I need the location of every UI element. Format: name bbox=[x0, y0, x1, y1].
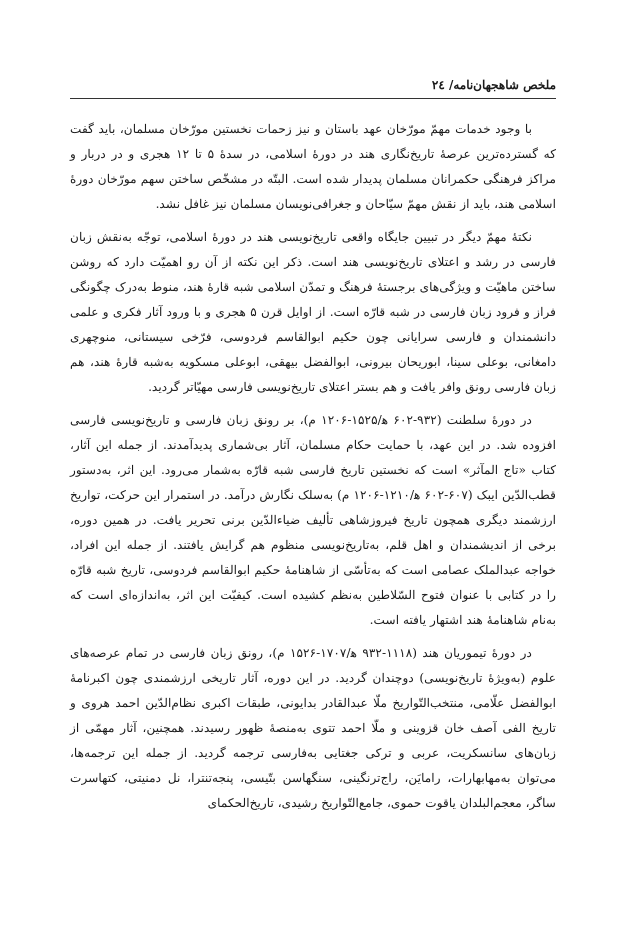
paragraph-3: در دورهٔ سلطنت (۹۳۲-۶۰۲ ه‍/۱۵۲۵-۱۲۰۶ م)، بر رونق زبان فارسی و تاریخ‌نویسی فارسی افزوده شد. در این عهد، با حمایت حکام مسلمان، آثار بی‌شماری پدیدآمدند. از جمله این آثار، کتاب «تاج المآثر» است که نخستین تاریخ فارسی شبه قارّه به‌شمار می‌رود. این اثر، به‌دستور قطب‌الدّین ایبک (۶۰۷-۶۰۲ ه‍/۱۲۱۰-۱۲۰۶ م) به‌سلک نگارش درآمد. در استمرار این حرکت، تواریخ ارزشمند دیگری همچون تاریخ فیروزشاهی تألیف ضیاءالدّین برنی تحریر یافت. در همین دوره، برخی از اندیشمندان و اهل قلم، به‌تاریخ‌نویسی منظوم هم گرایش یافتند. از جمله این افراد، خواجه عبدالملک عصامی است که به‌تأسّی از شاهنامهٔ حکیم ابوالقاسم فردوسی، تاریخ شبه قارّه را در کتابی با عنوان فتوح السّلاطین به‌نظم کشیده است. کیفیّت این اثر، به‌اندازه‌ای است که به‌نام شاهنامهٔ هند اشتهار یافته است. bbox=[70, 413, 556, 627]
paragraph-1: با وجود خدمات مهمّ مورّخان عهد باستان و نیز زحمات نخستین مورّخان مسلمان، باید گفت که گسترده‌ترین عرصهٔ تاریخ‌نگاری هند در دورهٔ اسلامی، در سدهٔ ۵ تا ۱۲ هجری و در دربار و مراکز فرهنگی حکمرانان مسلمان پدیدار شده است. البتّه در مشخّص ساختن سهم مورّخان دورهٔ اسلامی هند، باید از نقش مهمّ سیّاحان و جغرافی‌نویسان مسلمان نیز غافل نشد. bbox=[70, 122, 556, 211]
running-head: ملخص شاهجهان‌نامه/ ٢٤ bbox=[70, 78, 556, 99]
paragraph-2: نکتهٔ مهمّ دیگر در تبیین جایگاه واقعی تاریخ‌نویسی هند در دورهٔ اسلامی، توجّه به‌نقش زبان فارسی در رشد و اعتلای تاریخ‌نویسی هند است. ذکر این نکته از آن رو اهمیّت دارد که روشن ساختن ماهیّت و ویژگی‌های برجستهٔ فرهنگ و تمدّن اسلامی شبه قارهٔ هند، منوط به‌درک چگونگی فراز و فرود زبان فارسی در شبه قارّه است. از اوایل قرن ۵ هجری و با ورود آثار فکری و علمی دانشمندان و فارسی سرایانی چون حکیم ابوالقاسم فردوسی، فرّخی سیستانی، منوچهری دامغانی، بوعلی سینا، ابوریحان بیرونی، ابوالفضل بیهقی، ابوعلی مسکویه به‌شبه قارهٔ هند، هم زبان فارسی رونق وافر یافت و هم بستر اعتلای تاریخ‌نویسی فارسی مهیّاتر گردید. bbox=[70, 230, 557, 394]
paragraph-4: در دورهٔ تیموریان هند (۱۱۱۸-۹۳۲ ه‍/۱۷۰۷-۱۵۲۶ م)، رونق زبان فارسی در تمام عرصه‌های علوم (به‌ویژهٔ تاریخ‌نویسی) دوچندان گردید. در این دوره، آثار تاریخی ارزشمندی چون اکبرنامهٔ ابوالفضل علّامی، منتخب‌التّواریخ ملّا عبدالقادر بدایونی، طبقات اکبری نظام‌الدّین احمد هروی و تاریخ الفی آصف خان قزوینی و ملّا احمد تتوی به‌منصهٔ ظهور رسیدند. همچنین، آثار مهمّی از زبان‌های سانسکریت، عربی و ترکی جغتایی به‌فارسی ترجمه گردید. از جمله این ترجمه‌ها، می‌توان به‌مهابهارات، رامایَن، راج‌ترنگینی، سنگهاسن بتّیسی، پنجه‌تنترا، نل دمنیتی، کتهاسرت ساگر، معجم‌البلدان یاقوت حموی، جامع‌التّواریخ رشیدی، تاریخ‌الحکمای bbox=[70, 646, 556, 810]
body-text bbox=[70, 117, 556, 824]
